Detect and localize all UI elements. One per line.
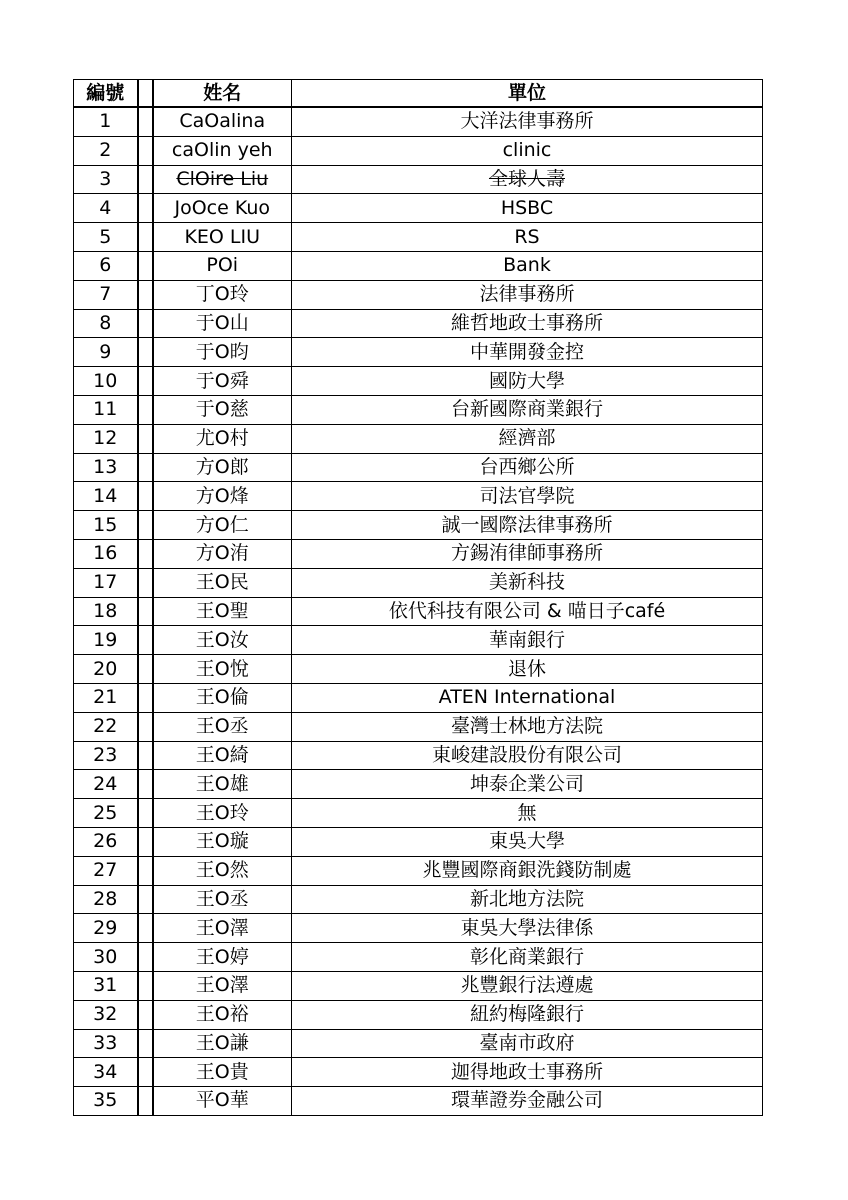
row-unit: 法律事務所 [292, 280, 763, 309]
row-blank [138, 453, 153, 482]
row-number: 3 [74, 165, 138, 194]
table-row [74, 683, 763, 712]
row-name: 王O丞 [153, 885, 292, 914]
row-unit: 經濟部 [292, 424, 763, 453]
row-name: 王O婷 [153, 943, 292, 972]
table-row [74, 251, 763, 280]
row-number: 1 [74, 107, 138, 136]
row-name: ClOire Liu [153, 165, 292, 194]
row-blank [138, 251, 153, 280]
row-name: KEO LIU [153, 223, 292, 252]
row-number: 12 [74, 424, 138, 453]
row-blank [138, 799, 153, 828]
row-number: 28 [74, 885, 138, 914]
row-name: 王O璇 [153, 827, 292, 856]
row-blank [138, 280, 153, 309]
table-row [74, 626, 763, 655]
row-name: 方O烽 [153, 482, 292, 511]
row-number: 26 [74, 827, 138, 856]
row-blank [138, 367, 153, 396]
row-unit: 臺灣士林地方法院 [292, 712, 763, 741]
row-name: 王O丞 [153, 712, 292, 741]
row-unit: 兆豐銀行法遵處 [292, 971, 763, 1000]
row-number: 24 [74, 770, 138, 799]
row-blank [138, 741, 153, 770]
row-unit: 台新國際商業銀行 [292, 395, 763, 424]
row-blank [138, 597, 153, 626]
row-name: 方O郎 [153, 453, 292, 482]
row-number: 9 [74, 338, 138, 367]
table-row [74, 971, 763, 1000]
row-unit: 環華證券金融公司 [292, 1087, 763, 1116]
table-row [74, 280, 763, 309]
row-blank [138, 914, 153, 943]
table-row [74, 856, 763, 885]
table-row [74, 165, 763, 194]
row-unit: 司法官學院 [292, 482, 763, 511]
row-number: 18 [74, 597, 138, 626]
row-unit: 退休 [292, 655, 763, 684]
row-name: 王O倫 [153, 683, 292, 712]
row-number: 33 [74, 1029, 138, 1058]
table-row [74, 395, 763, 424]
row-unit: Bank [292, 251, 763, 280]
table-row [74, 914, 763, 943]
table-row [74, 712, 763, 741]
row-name: 王O民 [153, 568, 292, 597]
row-blank [138, 683, 153, 712]
row-number: 11 [74, 395, 138, 424]
row-blank [138, 1029, 153, 1058]
row-name: 于O舜 [153, 367, 292, 396]
row-number: 5 [74, 223, 138, 252]
attendee-list-page [73, 79, 762, 1116]
row-name: 王O裕 [153, 1000, 292, 1029]
row-number: 6 [74, 251, 138, 280]
table-row [74, 1029, 763, 1058]
table-row [74, 539, 763, 568]
table-row [74, 741, 763, 770]
row-name: 王O澤 [153, 971, 292, 1000]
row-name: CaOalina [153, 107, 292, 136]
header-blank [138, 80, 153, 108]
table-row [74, 338, 763, 367]
row-blank [138, 1000, 153, 1029]
row-unit: 臺南市政府 [292, 1029, 763, 1058]
row-unit: 大洋法律事務所 [292, 107, 763, 136]
row-unit: RS [292, 223, 763, 252]
row-name: 尤O村 [153, 424, 292, 453]
row-name: 方O洧 [153, 539, 292, 568]
row-number: 25 [74, 799, 138, 828]
table-row [74, 827, 763, 856]
row-number: 16 [74, 539, 138, 568]
row-unit: HSBC [292, 194, 763, 223]
table-row [74, 424, 763, 453]
row-name: 丁O玲 [153, 280, 292, 309]
row-number: 15 [74, 511, 138, 540]
row-blank [138, 194, 153, 223]
table-row [74, 453, 763, 482]
table-row [74, 885, 763, 914]
row-name: 王O悅 [153, 655, 292, 684]
table-row [74, 367, 763, 396]
table-row [74, 511, 763, 540]
row-number: 17 [74, 568, 138, 597]
row-unit: 中華開發金控 [292, 338, 763, 367]
table-row [74, 1058, 763, 1087]
row-unit: ATEN International [292, 683, 763, 712]
table-row [74, 107, 763, 136]
attendee-table [73, 79, 763, 1116]
row-name: caOlin yeh [153, 136, 292, 165]
row-name: 王O然 [153, 856, 292, 885]
row-blank [138, 395, 153, 424]
row-blank [138, 511, 153, 540]
row-name: 方O仁 [153, 511, 292, 540]
row-unit: 迦得地政士事務所 [292, 1058, 763, 1087]
row-name: 王O謙 [153, 1029, 292, 1058]
row-blank [138, 856, 153, 885]
row-number: 10 [74, 367, 138, 396]
row-name: POi [153, 251, 292, 280]
row-blank [138, 943, 153, 972]
row-name: 于O山 [153, 309, 292, 338]
row-blank [138, 338, 153, 367]
row-blank [138, 885, 153, 914]
row-number: 8 [74, 309, 138, 338]
table-row [74, 943, 763, 972]
row-unit: 依代科技有限公司 & 喵日子café [292, 597, 763, 626]
row-number: 27 [74, 856, 138, 885]
row-number: 23 [74, 741, 138, 770]
row-blank [138, 827, 153, 856]
row-unit: 東峻建設股份有限公司 [292, 741, 763, 770]
row-number: 32 [74, 1000, 138, 1029]
row-unit: 兆豐國際商銀洗錢防制處 [292, 856, 763, 885]
row-blank [138, 424, 153, 453]
row-unit: 華南銀行 [292, 626, 763, 655]
row-blank [138, 136, 153, 165]
row-number: 7 [74, 280, 138, 309]
row-number: 19 [74, 626, 138, 655]
row-unit: 紐約梅隆銀行 [292, 1000, 763, 1029]
row-name: 王O綺 [153, 741, 292, 770]
row-name: 平O華 [153, 1087, 292, 1116]
row-number: 13 [74, 453, 138, 482]
table-row [74, 309, 763, 338]
table-row [74, 1000, 763, 1029]
row-blank [138, 655, 153, 684]
row-number: 29 [74, 914, 138, 943]
row-number: 35 [74, 1087, 138, 1116]
table-row [74, 568, 763, 597]
row-blank [138, 539, 153, 568]
row-blank [138, 223, 153, 252]
row-name: 于O昀 [153, 338, 292, 367]
row-name: JoOce Kuo [153, 194, 292, 223]
header-name: 姓名 [153, 80, 292, 108]
header-unit: 單位 [292, 80, 763, 108]
row-unit: 全球人壽 [292, 165, 763, 194]
row-blank [138, 309, 153, 338]
row-name: 王O玲 [153, 799, 292, 828]
table-row [74, 1087, 763, 1116]
table-row [74, 799, 763, 828]
row-name: 于O慈 [153, 395, 292, 424]
row-number: 20 [74, 655, 138, 684]
row-blank [138, 626, 153, 655]
row-unit: 國防大學 [292, 367, 763, 396]
row-unit: 維哲地政士事務所 [292, 309, 763, 338]
row-unit: 彰化商業銀行 [292, 943, 763, 972]
row-unit: 方錫洧律師事務所 [292, 539, 763, 568]
row-unit: 東吳大學法律係 [292, 914, 763, 943]
header-row [74, 80, 763, 108]
row-name: 王O聖 [153, 597, 292, 626]
row-unit: 無 [292, 799, 763, 828]
table-row [74, 136, 763, 165]
row-number: 21 [74, 683, 138, 712]
row-unit: clinic [292, 136, 763, 165]
header-number: 編號 [74, 80, 138, 108]
row-unit: 東吳大學 [292, 827, 763, 856]
row-unit: 新北地方法院 [292, 885, 763, 914]
table-row [74, 770, 763, 799]
table-row [74, 482, 763, 511]
row-number: 4 [74, 194, 138, 223]
row-number: 14 [74, 482, 138, 511]
row-blank [138, 482, 153, 511]
row-blank [138, 712, 153, 741]
table-row [74, 223, 763, 252]
row-unit: 美新科技 [292, 568, 763, 597]
row-blank [138, 770, 153, 799]
row-number: 22 [74, 712, 138, 741]
row-blank [138, 1087, 153, 1116]
row-blank [138, 568, 153, 597]
table-body [74, 107, 763, 1115]
row-unit: 誠一國際法律事務所 [292, 511, 763, 540]
table-row [74, 655, 763, 684]
row-number: 2 [74, 136, 138, 165]
row-blank [138, 971, 153, 1000]
row-unit: 坤泰企業公司 [292, 770, 763, 799]
row-name: 王O澤 [153, 914, 292, 943]
row-number: 30 [74, 943, 138, 972]
row-name: 王O雄 [153, 770, 292, 799]
row-name: 王O貴 [153, 1058, 292, 1087]
row-blank [138, 165, 153, 194]
table-row [74, 597, 763, 626]
row-number: 31 [74, 971, 138, 1000]
row-number: 34 [74, 1058, 138, 1087]
table-row [74, 194, 763, 223]
row-blank [138, 107, 153, 136]
row-name: 王O汝 [153, 626, 292, 655]
row-unit: 台西鄉公所 [292, 453, 763, 482]
row-blank [138, 1058, 153, 1087]
